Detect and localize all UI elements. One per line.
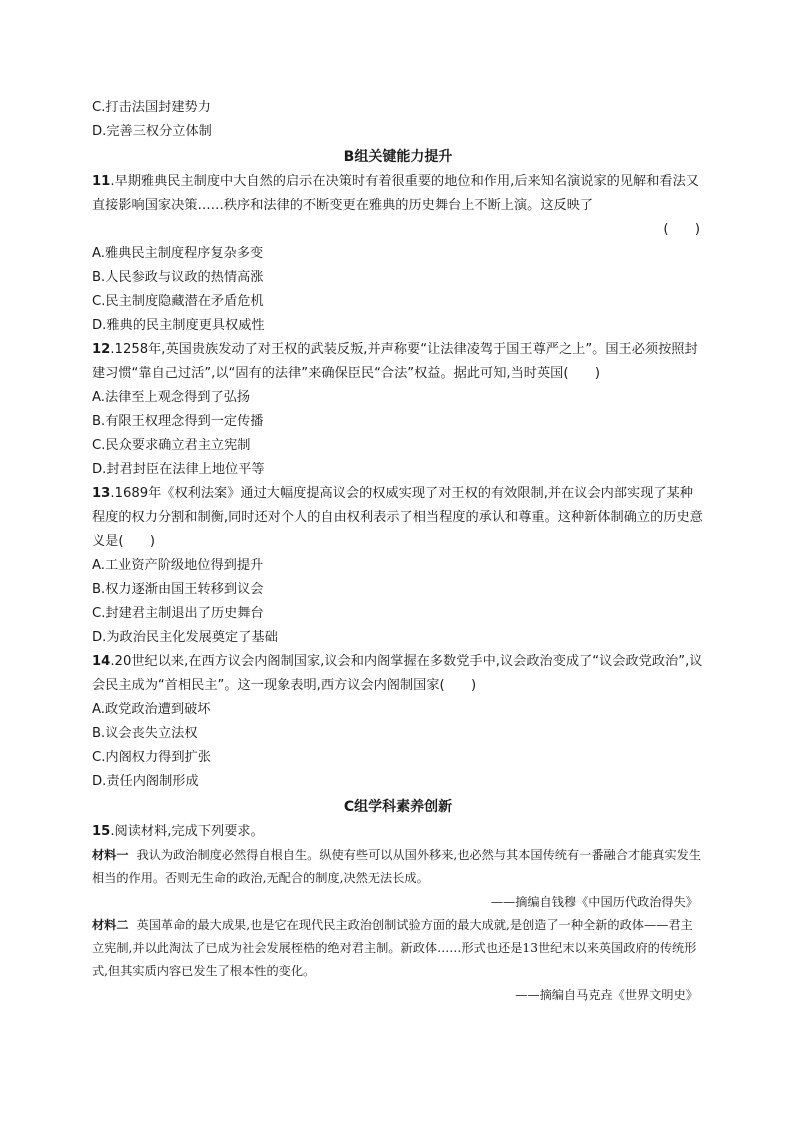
q13-number: 13 [92,486,111,501]
section-b-heading: B组关键能力提升 [343,149,453,165]
q10-option-c[interactable]: C.打击法国封建势力 [92,100,211,115]
material-one-text: 我认为政治制度必然得自根自生。纵使有些可以从国外移来,也必然与其本国传统有一番融合才能真实发生相当的作用。否则无生命的政治,无配合的制度,决然无法长成。 [92,848,702,885]
q12-option-a[interactable]: A.法律至上观念得到了弘扬 [92,390,251,405]
q11-stem [92,170,704,218]
q14-option-b[interactable]: B.议会丧失立法权 [92,726,198,741]
material-two [92,914,704,983]
q13-option-a[interactable]: A.工业资产阶级地位得到提升 [92,558,264,573]
q10-option-d[interactable]: D.完善三权分立体制 [92,124,212,139]
q12-option-c[interactable]: C.民众要求确立君主立宪制 [92,438,251,453]
q13-text: .1689年《权利法案》通过大幅度提高议会的权威实现了对王权的有效限制,并在议会内部实现了某种程度的权力分割和制衡,同时还对个人的自由权利表示了相当程度的承认和尊重。这种新体制确立的历史意义是( ) [92,486,703,549]
material-two-text: 英国革命的最大成果,也是它在现代民主政治创制试验方面的最大成就,是创造了一种全新的政体——君主立宪制,并以此淘汰了已成为社会发展桎梏的绝对君主制。新政体……形式也还是13世纪末以来英国政府的传统形式,但其实质内容已发生了根本性的变化。 [92,918,697,978]
section-c-heading: C组学科素养创新 [343,799,453,815]
q13-option-b[interactable]: B.权力逐渐由国王转移到议会 [92,582,264,597]
q12-number: 12 [92,342,111,357]
material-one-label: 材料一 [92,848,129,862]
q15-text: .阅读材料,完成下列要求。 [110,824,264,839]
material-one [92,844,704,890]
q15-number: 15 [92,824,111,839]
q11-number: 11 [92,174,111,189]
q12-option-b[interactable]: B.有限王权理念得到一定传播 [92,414,264,429]
material-two-source: ——摘编自马克垚《世界文明史》 [515,988,698,1002]
q13-stem [92,482,704,554]
q12-stem [92,338,704,386]
material-two-label: 材料二 [92,918,129,932]
q11-option-d[interactable]: D.雅典的民主制度更具权威性 [92,318,265,333]
q14-option-a[interactable]: A.政党政治遭到破坏 [92,702,211,717]
material-one-source: ——摘编自钱穆《中国历代政治得失》 [490,895,698,909]
q11-text: .早期雅典民主制度中大自然的启示在决策时有着很重要的地位和作用,后来知名演说家的见解和看法又直接影响国家决策……秩序和法律的不断变更在雅典的历史舞台上不断上演。这反映了 [92,174,699,213]
q14-text: .20世纪以来,在西方议会内阁制国家,议会和内阁掌握在多数党手中,议会政治变成了“议会政党政治”,议会民主成为“首相民主”。这一现象表明,西方议会内阁制国家( ) [92,654,703,693]
q11-option-a[interactable]: A.雅典民主制度程序复杂多变 [92,246,264,261]
q14-option-d[interactable]: D.责任内阁制形成 [92,774,199,789]
q12-text: .1258年,英国贵族发动了对王权的武装反叛,并声称要“让法律凌驾于国王尊严之上”。国王必须按照封建习惯“靠自己过活”,以“固有的法律”来确保臣民“合法”权益。据此可知,当时英国( ) [92,342,698,381]
document-page [92,96,704,1007]
q12-option-d[interactable]: D.封君封臣在法律上地位平等 [92,462,265,477]
q11-option-b[interactable]: B.人民参政与议政的热情高涨 [92,270,264,285]
q11-answer-blank[interactable]: ( ) [663,222,700,237]
q11-option-c[interactable]: C.民主制度隐藏潜在矛盾危机 [92,294,264,309]
q13-option-c[interactable]: C.封建君主制退出了历史舞台 [92,606,264,621]
q14-stem [92,650,704,698]
q14-option-c[interactable]: C.内阁权力得到扩张 [92,750,211,765]
q15-stem [92,820,704,844]
q13-option-d[interactable]: D.为政治民主化发展奠定了基础 [92,630,278,645]
q14-number: 14 [92,654,111,669]
